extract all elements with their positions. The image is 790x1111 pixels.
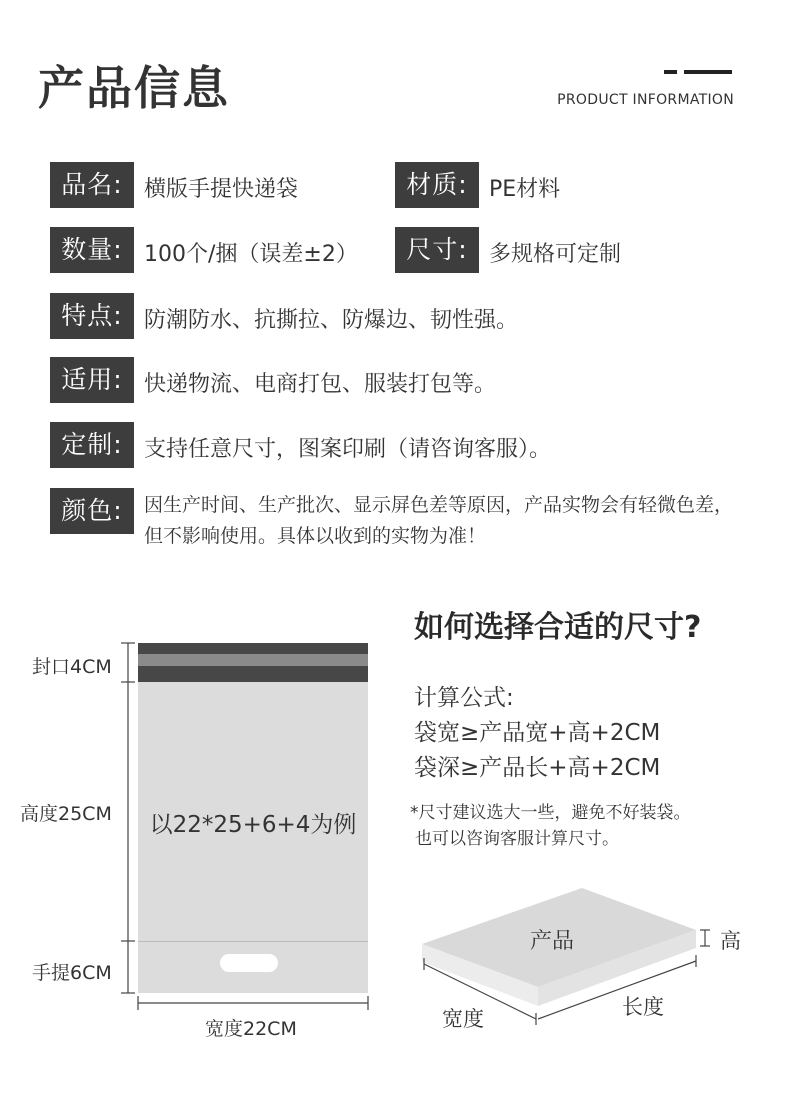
usage-value: 快递物流、电商打包、服装打包等。	[144, 372, 497, 397]
quantity-value: 100个/捆（误差±2）	[144, 242, 358, 267]
name-value: 横版手提快递袋	[144, 177, 299, 202]
custom-value: 支持任意尺寸，图案印刷（请咨询客服）。	[144, 437, 552, 462]
box-length-label: 长度	[622, 995, 664, 1019]
size-note-line2: 也可以咨询客服计算尺寸。	[415, 829, 619, 849]
width-dimension-label: 宽度22CM	[205, 1018, 297, 1040]
page-subtitle: PRODUCT INFORMATION	[557, 92, 734, 108]
size-note-line1: *尺寸建议选大一些，避免不好装袋。	[410, 803, 691, 823]
material-label: 材质:	[395, 162, 479, 208]
size-value: 多规格可定制	[489, 242, 622, 267]
box-height-label: 高	[720, 929, 741, 953]
size-label: 尺寸:	[395, 227, 479, 273]
features-value: 防潮防水、抗撕拉、防爆边、韧性强。	[144, 308, 519, 333]
formula-width: 袋宽≥产品宽+高+2CM	[414, 720, 661, 746]
height-dimension-label: 高度25CM	[20, 803, 112, 825]
seal-dimension-label: 封口4CM	[32, 656, 112, 678]
usage-label: 适用:	[50, 357, 134, 403]
formula-label: 计算公式:	[414, 685, 514, 711]
handle-dimension-label: 手提6CM	[32, 962, 112, 984]
features-label: 特点:	[50, 293, 134, 339]
page-title: 产品信息	[38, 61, 230, 115]
color-note-line1: 因生产时间、生产批次、显示屏色差等原因，产品实物会有轻微色差，	[144, 494, 734, 516]
formula-depth: 袋深≥产品长+高+2CM	[414, 755, 661, 781]
bag-example-text: 以22*25+6+4为例	[149, 812, 357, 838]
product-label: 产品	[530, 929, 575, 954]
color-note-line2: 但不影响使用。具体以收到的实物为准！	[144, 525, 487, 547]
quantity-label: 数量:	[50, 227, 134, 273]
name-label: 品名:	[50, 162, 134, 208]
size-guide-title: 如何选择合适的尺寸?	[414, 610, 702, 645]
material-value: PE材料	[489, 177, 561, 202]
box-width-label: 宽度	[442, 1007, 484, 1031]
custom-label: 定制:	[50, 422, 134, 468]
color-label: 颜色:	[50, 488, 134, 534]
